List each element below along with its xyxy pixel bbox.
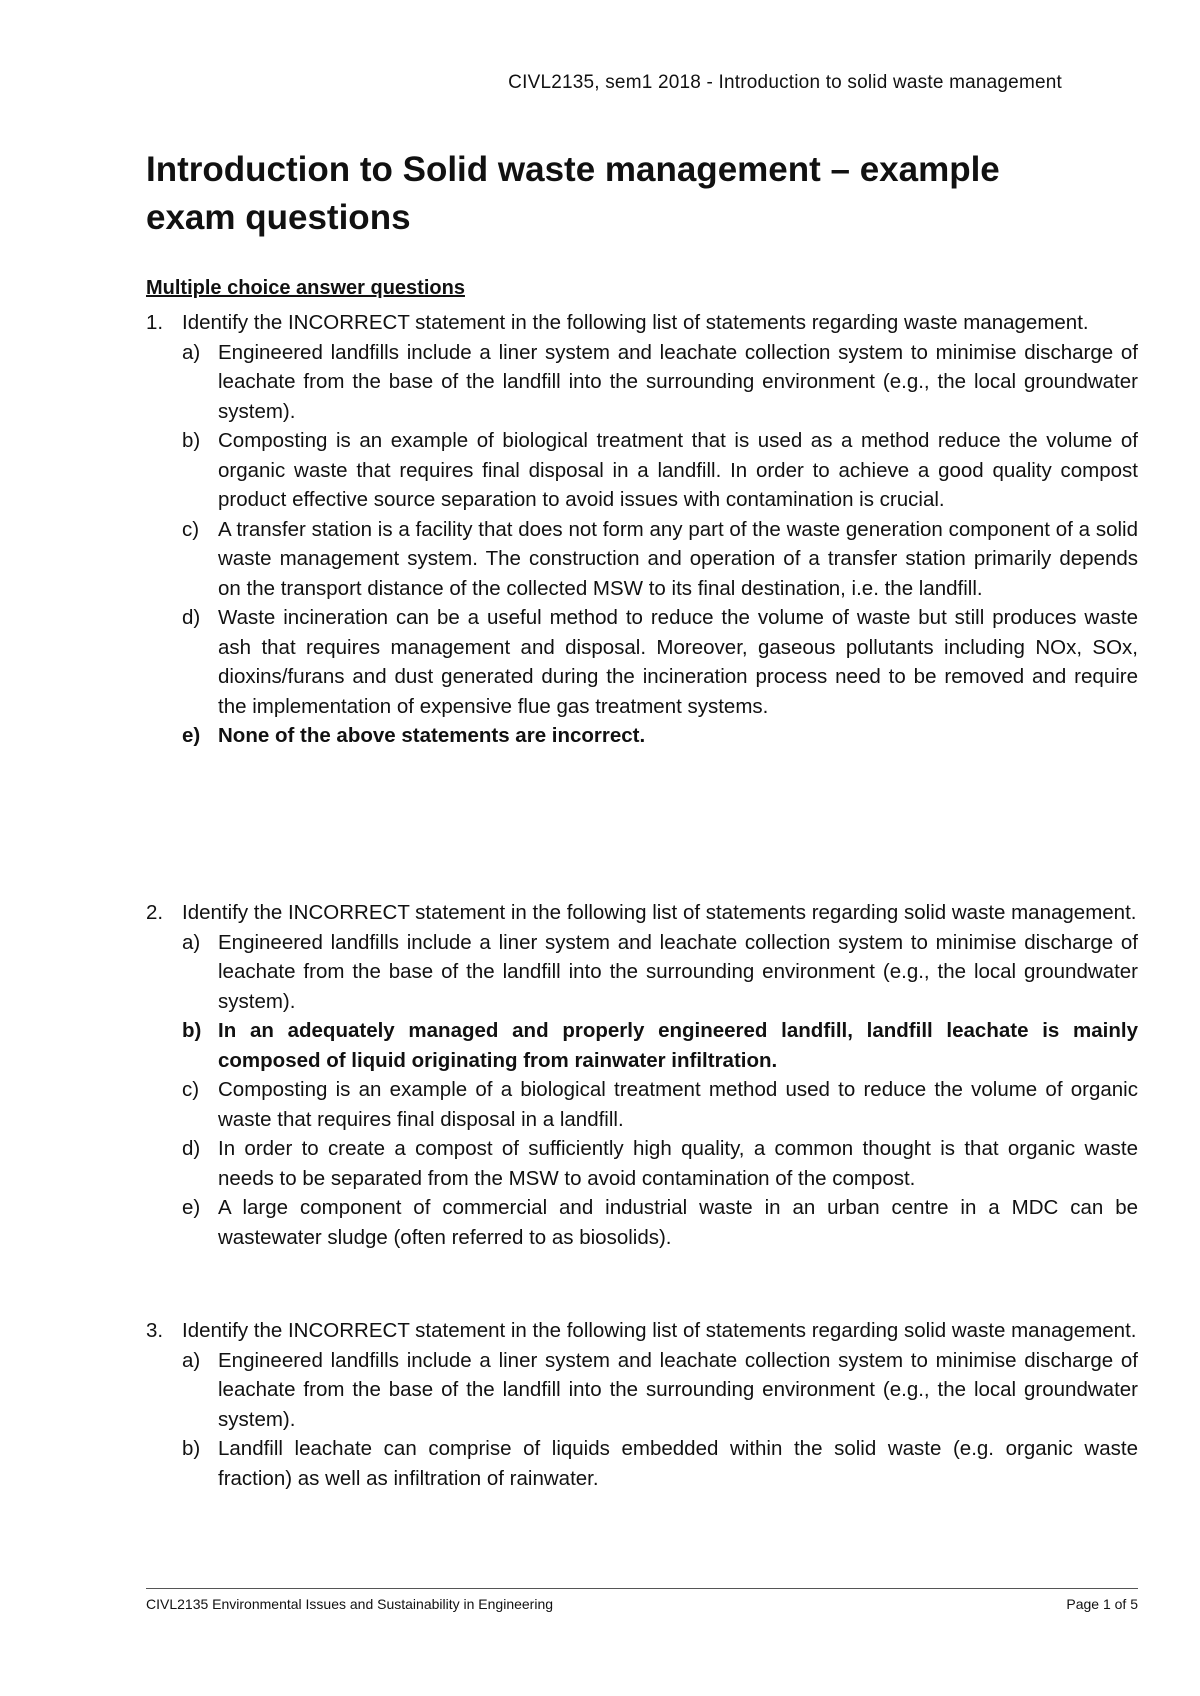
option-text: A large component of commercial and industrial waste in an urban centre in a MDC can be wastewater sludge (often referred to as biosolids).: [218, 1196, 1138, 1249]
option-letter: a): [182, 1348, 201, 1372]
option-letter: b): [182, 429, 201, 452]
footer-course: CIVL2135 Environmental Issues and Sustainability in Engineering: [146, 1596, 554, 1612]
option-text: Engineered landfills include a liner system and leachate collection system to minimise discharge of leachate from the base of the landfill into the surrounding environment (e.g., the local groundwater system).: [218, 340, 1138, 423]
option-letter: b): [182, 1019, 202, 1042]
answer-option-b: [182, 1434, 1138, 1493]
answer-option-b: [182, 426, 1138, 515]
option-letter: e): [182, 1196, 201, 1219]
section-heading: Multiple choice answer questions: [146, 277, 465, 299]
footer-page-number: Page 1 of 5: [1066, 1596, 1138, 1612]
question-1: [146, 308, 1138, 751]
option-text: A transfer station is a facility that does not form any part of the waste generation component of a solid waste management system. The construction and operation of a transfer station primarily depends on the transport distance of the collected MSW to its final destination, i.e. the landfill.: [218, 517, 1138, 600]
answer-option-a: [182, 1346, 1138, 1435]
option-letter: c): [182, 1078, 200, 1101]
option-letter: e): [182, 724, 201, 747]
answer-option-a: [182, 928, 1138, 1017]
option-letter: d): [182, 1137, 201, 1160]
footer-divider: [146, 1588, 1138, 1589]
running-header: CIVL2135, sem1 2018 - Introduction to solid waste management: [508, 72, 1062, 93]
option-text: Engineered landfills include a liner system and leachate collection system to minimise discharge of leachate from the base of the landfill into the surrounding environment (e.g., the local groundwater system).: [218, 930, 1138, 1013]
answer-option-e-correct: [182, 721, 1138, 751]
answer-option-e: [182, 1193, 1138, 1252]
answer-option-d: [182, 1134, 1138, 1193]
option-letter: a): [182, 340, 201, 364]
option-text: In order to create a compost of sufficiently high quality, a common thought is that organic waste needs to be separated from the MSW to avoid contamination of the compost.: [218, 1137, 1138, 1190]
question-2: [146, 898, 1138, 1252]
question-text: Identify the INCORRECT statement in the following list of statements regarding solid waste management.: [182, 1319, 1137, 1342]
answer-option-c: [182, 1075, 1138, 1134]
question-3: [146, 1316, 1138, 1493]
question-number: 3.: [146, 1319, 164, 1342]
option-text: Composting is an example of biological treatment that is used as a method reduce the volume of organic waste that requires final disposal in a landfill. In order to achieve a good quality compost product effective source separation to avoid issues with contamination is crucial.: [218, 429, 1138, 511]
answer-option-c: [182, 515, 1138, 604]
option-text: In an adequately managed and properly engineered landfill, landfill leachate is mainly composed of liquid originating from rainwater infiltration.: [218, 1019, 1138, 1072]
answer-option-d: [182, 603, 1138, 721]
answer-option-b-correct: [182, 1016, 1138, 1075]
option-text: None of the above statements are incorrect.: [218, 724, 646, 747]
option-text: Landfill leachate can comprise of liquids embedded within the solid waste (e.g. organic waste fraction) as well as infiltration of rainwater.: [218, 1437, 1138, 1490]
answer-options: [146, 928, 1138, 1253]
answer-options: [146, 338, 1138, 751]
option-letter: c): [182, 517, 200, 541]
question-text: Identify the INCORRECT statement in the following list of statements regarding waste management.: [182, 311, 1089, 334]
answer-options: [146, 1346, 1138, 1494]
question-number: 1.: [146, 311, 164, 334]
question-number: 2.: [146, 901, 164, 924]
option-letter: d): [182, 606, 201, 629]
answer-option-a: [182, 338, 1138, 427]
option-text: Waste incineration can be a useful method to reduce the volume of waste but still produces waste ash that requires management and disposal. Moreover, gaseous pollutants including NOx, SOx, dioxins/furans and dust generated during the incineration process need to be removed and require the implementation of expensive flue gas treatment systems.: [218, 606, 1138, 718]
document-title: Introduction to Solid waste management – example exam questions: [146, 150, 1000, 237]
option-text: Engineered landfills include a liner system and leachate collection system to minimise discharge of leachate from the base of the landfill into the surrounding environment (e.g., the local groundwater system).: [218, 1348, 1138, 1431]
question-text: Identify the INCORRECT statement in the following list of statements regarding solid waste management.: [182, 901, 1137, 924]
option-text: Composting is an example of a biological treatment method used to reduce the volume of organic waste that requires final disposal in a landfill.: [218, 1078, 1138, 1131]
option-letter: a): [182, 930, 201, 954]
option-letter: b): [182, 1437, 201, 1460]
